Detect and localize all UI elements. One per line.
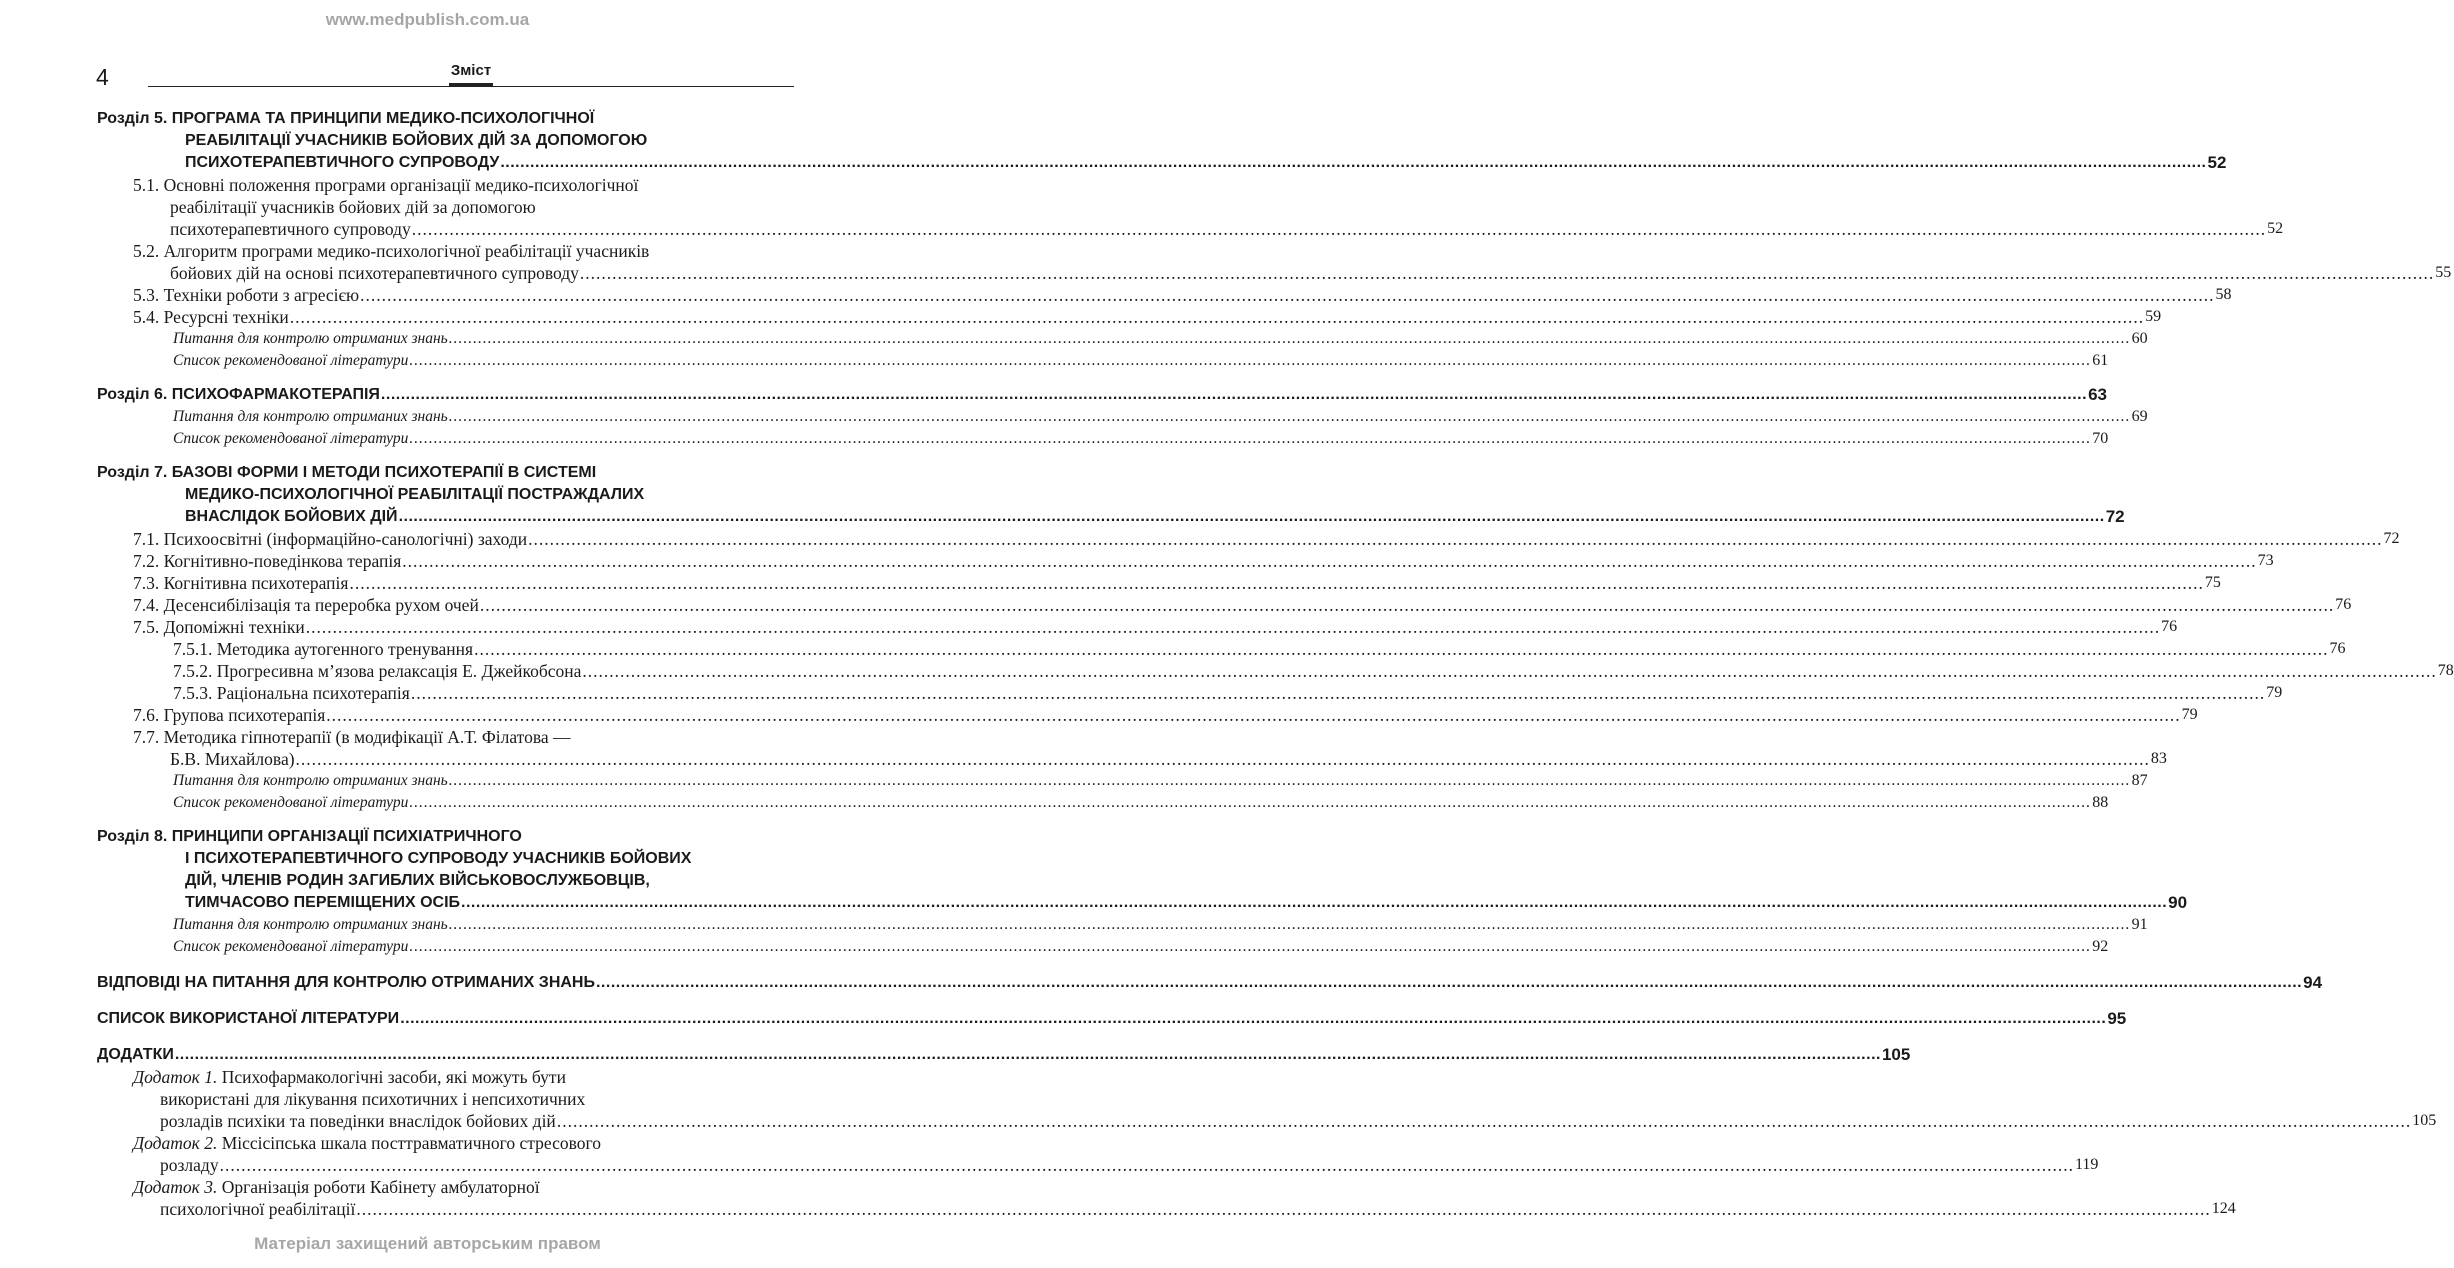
toc-item-7-1[interactable]: [97, 528, 2400, 550]
toc-page-number: 52: [2207, 153, 2227, 172]
toc-item-label: Питання для контролю отриманих знань: [173, 916, 448, 933]
toc-section-7-line-2[interactable]: МЕДИКО-ПСИХОЛОГІЧНОЇ РЕАБІЛІТАЦІЇ ПОСТРАЖДАЛИХ: [185, 486, 645, 503]
toc-page-number: 72: [2105, 507, 2125, 526]
toc-page-number: 91: [2131, 916, 2148, 933]
toc-item-label: Питання для контролю отриманих знань: [173, 772, 448, 789]
toc-item-5-2-line-1[interactable]: 5.2. Алгоритм програми медико-психологічної реабілітації учасників: [133, 241, 650, 261]
toc-item-label: 7.6. Групова психотерапія: [133, 705, 326, 725]
toc-item-5-1-line-1[interactable]: 5.1. Основні положення програми організації медико-психологічної: [133, 175, 639, 195]
toc-page-number: 92: [2092, 938, 2109, 955]
toc-page-number: 83: [2150, 750, 2167, 767]
toc-literature-6[interactable]: [97, 428, 2109, 450]
toc-page-number: 59: [2145, 308, 2162, 325]
toc-page-number: 105: [2412, 1112, 2437, 1129]
leader-dots: [360, 284, 2214, 306]
toc-item-7-7-line-2: Б.В. Михайлова): [170, 749, 295, 769]
toc-item-5-1-line-3: психотерапевтичного супроводу: [170, 219, 411, 239]
toc-page-number: 87: [2131, 772, 2148, 789]
leader-dots: [528, 528, 2382, 550]
toc-section-5-line-2[interactable]: РЕАБІЛІТАЦІЇ УЧАСНИКІВ БОЙОВИХ ДІЙ ЗА ДОПОМОГОЮ: [185, 132, 648, 149]
toc-page-number: 52: [2267, 220, 2284, 237]
leader-dots: [175, 1044, 1881, 1066]
toc-page-number: 76: [2161, 618, 2178, 635]
leader-dots: [580, 262, 2434, 284]
toc-item-label: 7.1. Психоосвітні (інформаційно-санологічні) заходи: [133, 529, 528, 549]
toc-item-7-5-3[interactable]: [97, 682, 2283, 704]
toc-page-number: 105: [1881, 1045, 1911, 1064]
toc-section-7-line-1[interactable]: Розділ 7. БАЗОВІ ФОРМИ І МЕТОДИ ПСИХОТЕРАПІЇ В СИСТЕМІ: [97, 464, 597, 481]
copyright-watermark: Матеріал захищений авторським правом: [254, 1234, 601, 1253]
toc-references-entry[interactable]: [97, 1008, 2127, 1030]
toc-item-7-7-line-1[interactable]: 7.7. Методика гіпнотерапії (в модифікації А.Т. Філатова —: [133, 727, 571, 747]
toc-page-number: 75: [2204, 574, 2221, 591]
leader-dots: [474, 638, 2328, 660]
leader-dots: [409, 350, 2091, 372]
leader-dots: [326, 704, 2180, 726]
toc-questions-7[interactable]: [97, 770, 2148, 792]
toc-appendix-title: ДОДАТКИ: [97, 1046, 174, 1063]
toc-section-6-title: Розділ 6. ПСИХОФАРМАКОТЕРАПІЯ: [97, 386, 380, 403]
toc-page-number: 88: [2092, 794, 2109, 811]
toc-page-number: 94: [2303, 973, 2323, 992]
toc-item-label: Список рекомендованої літератури: [173, 430, 409, 447]
toc-item-label: Список рекомендованої літератури: [173, 938, 409, 955]
toc-appendix-3-line-2: психологічної реабілітації: [160, 1199, 356, 1219]
toc-item-label: 7.4. Десенсибілізація та переробка рухом очей: [133, 595, 479, 615]
toc-item-label: 7.2. Когнітивно-поведінкова терапія: [133, 551, 402, 571]
leader-dots: [400, 1008, 2106, 1030]
toc-appendix-1-line-2[interactable]: використані для лікування психотичних і непсихотичних: [160, 1089, 586, 1109]
toc-section-8-line-2[interactable]: І ПСИХОТЕРАПЕВТИЧНОГО СУПРОВОДУ УЧАСНИКІВ БОЙОВИХ: [185, 850, 692, 867]
toc-page-number: 79: [2181, 706, 2198, 723]
leader-dots: [402, 550, 2256, 572]
toc-page-number: 72: [2383, 530, 2400, 547]
toc-item-label: Питання для контролю отриманих знань: [173, 408, 448, 425]
toc-page-number: 61: [2092, 352, 2109, 369]
toc-page-number: 79: [2266, 684, 2283, 701]
appendix-2-label: Додаток 2.: [133, 1133, 218, 1153]
leader-dots: [412, 218, 2266, 240]
table-of-contents: [97, 108, 2454, 1220]
toc-page-number: 119: [2074, 1156, 2099, 1173]
toc-page-number: 76: [2329, 640, 2346, 657]
toc-item-7-4[interactable]: [97, 594, 2352, 616]
appendix-1-label: Додаток 1.: [133, 1067, 218, 1087]
toc-page-number: 69: [2131, 408, 2148, 425]
toc-section-6-entry[interactable]: [97, 384, 2107, 406]
toc-item-label: Список рекомендованої літератури: [173, 794, 409, 811]
toc-page-number: 63: [2088, 385, 2107, 404]
toc-section-8-line-4: ТИМЧАСОВО ПЕРЕМІЩЕНИХ ОСІБ: [185, 894, 461, 911]
toc-questions-5[interactable]: [97, 328, 2148, 350]
leader-dots: [480, 594, 2334, 616]
toc-appendix-1-line-1[interactable]: [97, 1066, 794, 1088]
toc-page-number: 124: [2211, 1200, 2236, 1217]
leader-dots: [356, 1198, 2210, 1220]
toc-appendix-1-line-3: розладів психіки та поведінки внаслідок бойових дій: [160, 1111, 556, 1131]
toc-item-5-2[interactable]: [97, 262, 2452, 284]
page-number: 4: [96, 64, 109, 90]
toc-questions-6[interactable]: [97, 406, 2148, 428]
toc-appendix-2-line-2: розладу: [160, 1155, 219, 1175]
leader-dots: [449, 914, 2131, 936]
toc-item-label: Список рекомендованої літератури: [173, 352, 409, 369]
site-watermark: www.medpublish.com.ua: [325, 10, 530, 29]
leader-dots: [220, 1154, 2074, 1176]
leader-dots: [290, 306, 2144, 328]
toc-section-8-entry[interactable]: [97, 892, 2188, 914]
toc-appendix-3-line-1[interactable]: [97, 1176, 794, 1198]
toc-section-5-line-3: ПСИХОТЕРАПЕВТИЧНОГО СУПРОВОДУ: [185, 154, 500, 171]
toc-references-title: СПИСОК ВИКОРИСТАНОЇ ЛІТЕРАТУРИ: [97, 1010, 400, 1027]
toc-item-label: 7.5.1. Методика аутогенного тренування: [173, 639, 474, 659]
running-head-title: Зміст: [449, 62, 493, 86]
toc-section-7-line-3: ВНАСЛІДОК БОЙОВИХ ДІЙ: [185, 508, 398, 525]
toc-item-7-5-2[interactable]: [97, 660, 2454, 682]
leader-dots: [399, 506, 2105, 528]
toc-item-7-5-1[interactable]: [97, 638, 2346, 660]
leader-dots: [409, 936, 2091, 958]
appendix-3-label: Додаток 3.: [133, 1177, 218, 1197]
leader-dots: [449, 406, 2131, 428]
appendix-3-title: Організація роботи Кабінету амбулаторної: [217, 1177, 540, 1197]
toc-item-5-3[interactable]: [97, 284, 2232, 306]
toc-item-5-1[interactable]: [97, 218, 2284, 240]
leader-dots: [500, 152, 2206, 174]
leader-dots: [596, 972, 2302, 994]
toc-page-number: 78: [2437, 662, 2454, 679]
toc-page-number: 90: [2168, 893, 2188, 912]
toc-answers-title: ВІДПОВІДІ НА ПИТАННЯ ДЛЯ КОНТРОЛЮ ОТРИМАНИХ ЗНАНЬ: [97, 974, 595, 991]
toc-item-label: 5.4. Ресурсні техніки: [133, 307, 289, 327]
leader-dots: [557, 1110, 2411, 1132]
appendix-2-title: Міссісіпська шкала посттравматичного стресового: [217, 1133, 602, 1153]
leader-dots: [461, 892, 2167, 914]
leader-dots: [409, 792, 2091, 814]
appendix-1-title: Психофармакологічні засоби, які можуть бути: [217, 1067, 566, 1087]
toc-item-5-4[interactable]: [97, 306, 2162, 328]
toc-item-label: 7.5.2. Прогресивна м’язова релаксація Е. Джейкобсона: [173, 661, 582, 681]
toc-literature-7[interactable]: [97, 792, 2109, 814]
toc-literature-8[interactable]: [97, 936, 2109, 958]
leader-dots: [411, 682, 2265, 704]
toc-item-5-2-line-2: бойових дій на основі психотерапевтичного супроводу: [170, 263, 579, 283]
toc-section-7-entry[interactable]: [97, 506, 2125, 528]
toc-appendix-1[interactable]: [97, 1110, 2437, 1132]
toc-item-label: 7.3. Когнітивна психотерапія: [133, 573, 349, 593]
toc-item-label: 7.5. Допоміжні техніки: [133, 617, 305, 637]
toc-section-8-line-1[interactable]: Розділ 8. ПРИНЦИПИ ОРГАНІЗАЦІЇ ПСИХІАТРИЧНОГО: [97, 828, 522, 845]
toc-section-8-line-3[interactable]: ДІЙ, ЧЛЕНІВ РОДИН ЗАГИБЛИХ ВІЙСЬКОВОСЛУЖБОВЦІВ,: [185, 872, 650, 889]
toc-page-number: 95: [2107, 1009, 2127, 1028]
leader-dots: [296, 748, 2150, 770]
toc-item-7-2[interactable]: [97, 550, 2274, 572]
toc-page-number: 76: [2335, 596, 2352, 613]
leader-dots: [449, 328, 2131, 350]
toc-page-number: 73: [2257, 552, 2274, 569]
toc-item-7-6[interactable]: [97, 704, 2198, 726]
toc-section-5-line-1[interactable]: Розділ 5. ПРОГРАМА ТА ПРИНЦИПИ МЕДИКО-ПСИХОЛОГІЧНОЇ: [97, 110, 595, 127]
toc-appendix-2-line-1[interactable]: [97, 1132, 794, 1154]
toc-item-7-3[interactable]: [97, 572, 2221, 594]
leader-dots: [449, 770, 2131, 792]
toc-item-label: Питання для контролю отриманих знань: [173, 330, 448, 347]
running-head: [148, 62, 794, 87]
toc-page-number: 70: [2092, 430, 2109, 447]
toc-page-number: 60: [2131, 330, 2148, 347]
toc-appendix-entry[interactable]: [97, 1044, 1911, 1066]
leader-dots: [582, 660, 2436, 682]
toc-page-number: 58: [2215, 286, 2232, 303]
leader-dots: [306, 616, 2160, 638]
toc-page-number: 55: [2435, 264, 2452, 281]
toc-item-5-1-line-2[interactable]: реабілітації учасників бойових дій за допомогою: [170, 197, 536, 217]
leader-dots: [349, 572, 2203, 594]
toc-literature-5[interactable]: [97, 350, 2109, 372]
toc-item-label: 7.5.3. Раціональна психотерапія: [173, 683, 410, 703]
toc-item-7-5[interactable]: [97, 616, 2178, 638]
toc-appendix-2[interactable]: [97, 1154, 2099, 1176]
toc-item-7-7[interactable]: [97, 748, 2167, 770]
toc-appendix-3[interactable]: [97, 1198, 2236, 1220]
leader-dots: [381, 384, 2087, 406]
toc-item-label: 5.3. Техніки роботи з агресією: [133, 285, 360, 305]
leader-dots: [409, 428, 2091, 450]
toc-section-5-entry[interactable]: [97, 152, 2227, 174]
toc-questions-8[interactable]: [97, 914, 2148, 936]
toc-answers-entry[interactable]: [97, 972, 2323, 994]
